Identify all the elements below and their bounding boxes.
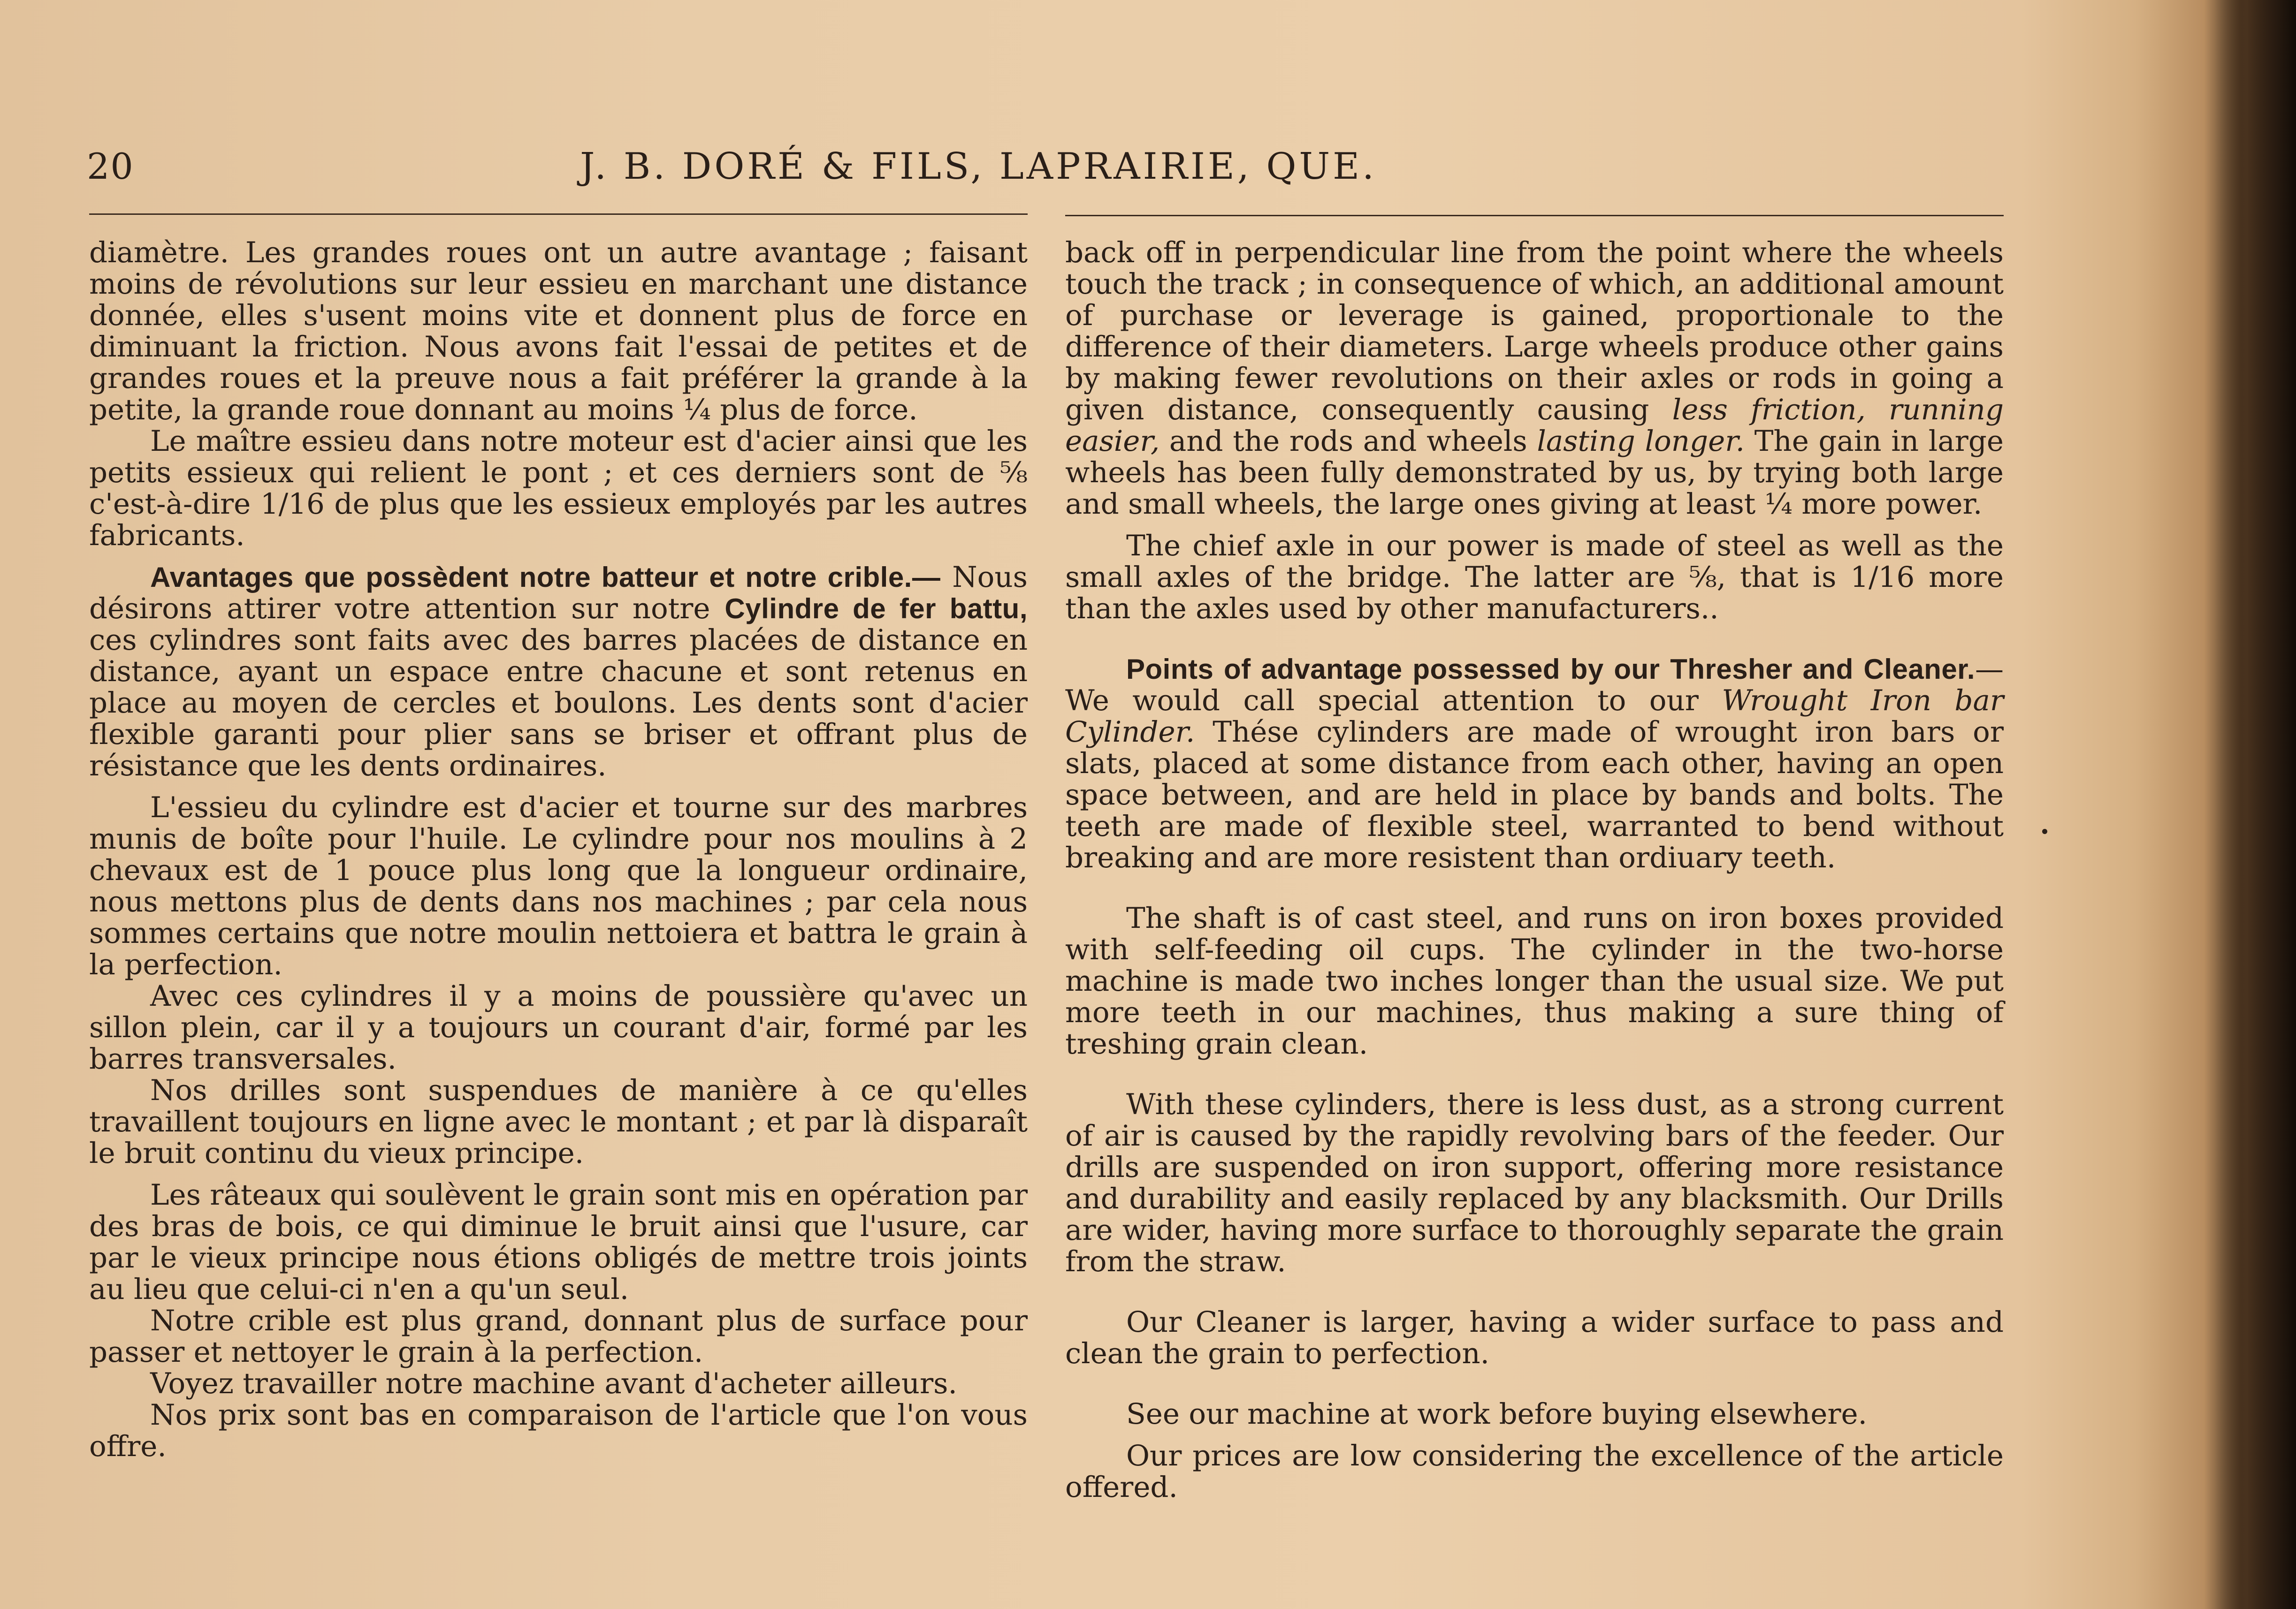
paragraph: Les râteaux qui soulèvent le grain sont mis en opération par des bras de bois, ce qui diminue le bruit ainsi que l'usure, car par le vieux principe nous étions obligés de mettre trois joints au lieu que celui-ci n'en a qu'un seul. xyxy=(89,1178,1028,1306)
paragraph: See our machine at work before buying elsewhere. xyxy=(1126,1397,1868,1431)
paragraph: Notre crible est plus grand, donnant plus de surface pour passer et nettoyer le grain à la perfection. xyxy=(89,1304,1028,1369)
page-header xyxy=(87,141,2001,192)
emphasis: Wrought Iron bar Cylinder. xyxy=(1065,684,2004,749)
paragraph: The shaft is of cast steel, and runs on iron boxes provided with self-feeding oil cups. The cylinder in the two-horse machine is made two inches longer than the usual size. We put more teeth in our machines, thus making a sure thing of treshing grain clean. xyxy=(1065,902,2004,1061)
page-spine-shadow xyxy=(2215,0,2296,1609)
paragraph: L'essieu du cylindre est d'acier et tourne sur des marbres munis de boîte pour l'huile. Le cylindre pour nos moulins à 2 chevaux est de 1 pouce plus long que la longueur ordinaire, nous mettons plus de dents dans nos machines ; par cela nous sommes certains que notre moulin nettoiera et battra le grain à la perfection. xyxy=(89,791,1028,981)
paragraph: The chief axle in our power is made of steel as well as the small axles of the bridge. The latter are ⅝, that is 1/16 more than the axles used by other manufacturers.. xyxy=(1065,529,2004,625)
ink-speck xyxy=(2042,829,2047,834)
english-column xyxy=(1065,237,2004,1503)
paragraph: diamètre. Les grandes roues ont un autre avantage ; faisant moins de révolutions sur leur essieu en marchant une distance donnée, elles s'usent moins vite et donnent plus de force en diminuant la friction. Nous avons fait l'essai de petites et de grandes roues et la preuve nous a fait préférer la grande à la petite, la grande roue donnant au moins ¼ plus de force. xyxy=(89,236,1028,426)
header-rule-left xyxy=(89,213,1028,215)
paragraph: Nos drilles sont suspendues de manière à ce qu'elles travaillent toujours en ligne avec le montant ; et par là disparaît le bruit continu du vieux principe. xyxy=(89,1074,1028,1170)
paragraph: With these cylinders, there is less dust, as a strong current of air is caused by the rapidly revolving bars of the feeder. Our drills are suspended on iron support, offering more resistance and durability and easily replaced by any blacksmith. Our Drills are wider, having more surface to thoroughly separate the grain from the straw. xyxy=(1065,1088,2004,1278)
paragraph-wheels: back off in perpendicular line from the point where the wheels touch the track ; in consequence of which, an additional amount of purchase or leverage is gained, proportionale to the difference of their diameters. Large wheels produce other gains by making fewer revolutions on their axles or rods in going a given distance, consequently causing less friction, running easier, and the rods and wheels lasting longer. The gain in large wheels has been fully demonstrated by us, by trying both large and small wheels, the large ones giving at least ¼ more power. xyxy=(1065,236,2004,521)
paragraph: Our prices are low considering the excellence of the article offered. xyxy=(1065,1439,2004,1504)
paragraph: Voyez travailler notre machine avant d'acheter ailleurs. xyxy=(150,1367,957,1400)
emphasis: less friction, running easier, xyxy=(1065,393,2004,458)
page-number: 20 xyxy=(87,145,134,187)
paragraph: Our Cleaner is larger, having a wider surface to pass and clean the grain to perfection. xyxy=(1065,1305,2004,1370)
header-rule-right xyxy=(1065,215,2004,216)
emphasis: lasting longer. xyxy=(1537,425,1745,458)
paragraph: Avec ces cylindres il y a moins de poussière qu'avec un sillon plein, car il y a toujours un courant d'air, formé par les barres transversales. xyxy=(89,979,1028,1076)
paragraph-thresher-advantages: Points of advantage possessed by our Thresher and Cleaner.—We would call special attention to our Wrought Iron bar Cylinder. Thése cylinders are made of wrought iron bars or slats, placed at some distance from each other, having an open space between, and are held in place by bands and bolts. The teeth are made of flexible steel, warranted to bend without breaking and are more resistent than ordiuary teeth. xyxy=(1065,653,2004,874)
section-heading: Points of advantage possessed by our Thresher and Cleaner. xyxy=(1126,653,1975,685)
running-title: J. B. DORÉ & FILS, LAPRAIRIE, QUE. xyxy=(580,145,1377,188)
paragraph-threshing-advantages: Avantages que possèdent notre batteur et notre crible.— Nous désirons attirer votre attention sur notre Cylindre de fer battu, ces cylindres sont faits avec des barres placées de distance en distance, ayant un espace entre chacune et sont retenus en place au moyen de cercles et boulons. Les dents sont d'acier flexible garanti pour plier sans se briser et offrant plus de résistance que les dents ordinaires. xyxy=(89,561,1028,782)
section-heading: Avantages que possèdent notre batteur et notre crible.— xyxy=(150,562,941,593)
french-column xyxy=(89,237,1028,1462)
emphasis: Cylindre de fer battu, xyxy=(725,593,1028,624)
paragraph: Nos prix sont bas en comparaison de l'article que l'on vous offre. xyxy=(89,1398,1028,1463)
paragraph: Le maître essieu dans notre moteur est d'acier ainsi que les petits essieux qui relient le pont ; et ces derniers sont de ⅝ c'est-à-dire 1/16 de plus que les essieux employés par les autres fabricants. xyxy=(89,425,1028,552)
